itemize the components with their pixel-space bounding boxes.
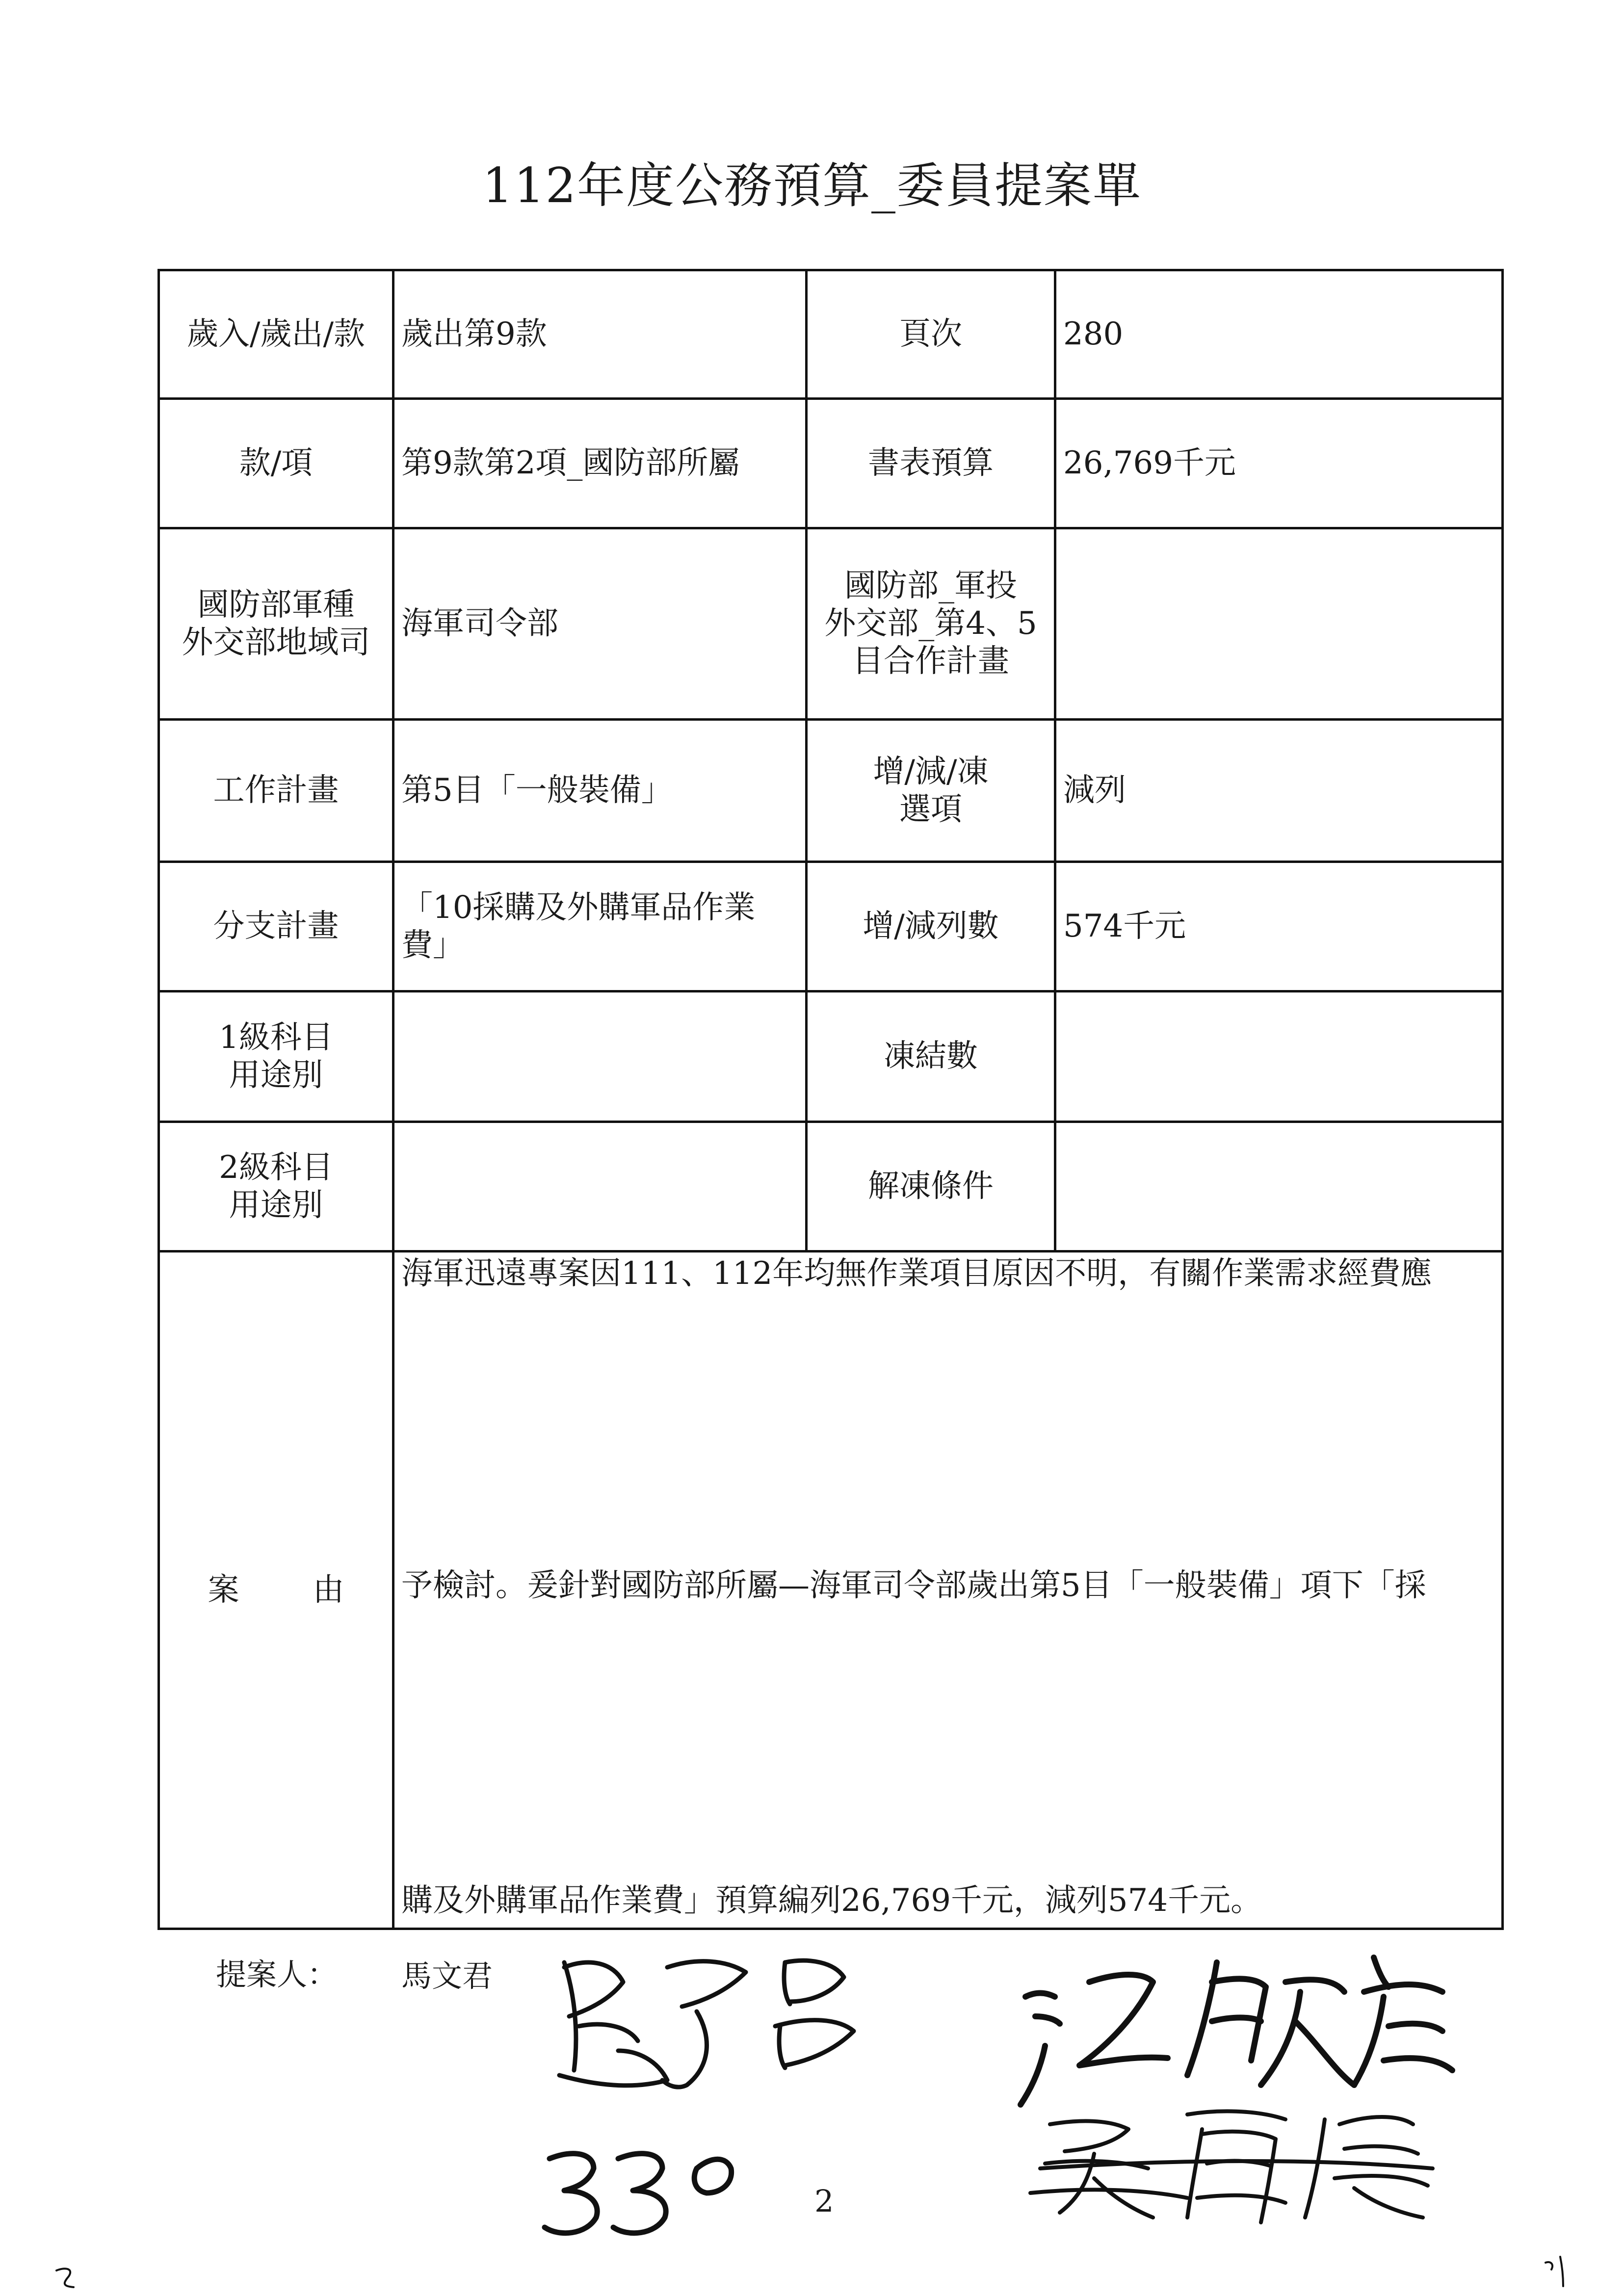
row-level2-subject xyxy=(159,1122,1503,1252)
value-adjust-option: 減列 xyxy=(1055,720,1503,862)
proposer-name: 馬文君 xyxy=(401,1958,493,1994)
label-revenue-expense: 歲入/歲出/款 xyxy=(159,270,393,399)
proposal-table xyxy=(157,269,1504,1930)
row-section-item xyxy=(159,399,1503,528)
handwritten-number xyxy=(545,2154,732,2233)
label-work-plan: 工作計畫 xyxy=(159,720,393,862)
proposer-label: 提案人： xyxy=(216,1957,338,1992)
label-adjust-option-line-2: 選項 xyxy=(899,791,962,828)
value-section-item: 第9款第2項_國防部所屬 xyxy=(393,399,807,528)
label-joint-plan-line-2: 外交部_第4、5 xyxy=(824,605,1037,642)
label-joint-plan xyxy=(807,528,1055,720)
value-sub-plan-line-1: 「10採購及外購軍品作業 xyxy=(401,889,756,926)
label-military-branch-line-2: 外交部地域司 xyxy=(182,624,370,661)
value-sub-plan-line-2: 費」 xyxy=(401,927,464,964)
reason-line-3: 購及外購軍品作業費」預算編列26,769千元，減列574千元。 xyxy=(401,1882,1262,1919)
label-adjust-amount: 增/減列數 xyxy=(807,862,1055,991)
value-sub-plan xyxy=(393,862,807,991)
row-reason xyxy=(159,1252,1503,1929)
value-unfreeze-condition xyxy=(1055,1122,1503,1252)
label-sub-plan: 分支計畫 xyxy=(159,862,393,991)
label-frozen-amount: 凍結數 xyxy=(807,991,1055,1122)
label-unfreeze-condition: 解凍條件 xyxy=(807,1122,1055,1252)
page-number: 2 xyxy=(814,2183,834,2219)
label-page: 頁次 xyxy=(807,270,1055,399)
row-sub-plan xyxy=(159,862,1503,991)
value-work-plan: 第5目「一般裝備」 xyxy=(393,720,807,862)
signature-3 xyxy=(1030,2111,1433,2222)
row-branch xyxy=(159,528,1503,720)
label-reason-char-1: 案 xyxy=(208,1571,239,1608)
label-section-item: 款/項 xyxy=(159,399,393,528)
value-budget: 26,769千元 xyxy=(1055,399,1503,528)
value-frozen-amount xyxy=(1055,991,1503,1122)
label-level1-subject xyxy=(159,991,393,1122)
label-reason xyxy=(159,1252,393,1929)
signature-1 xyxy=(559,1960,854,2087)
label-level2-subject xyxy=(159,1122,393,1252)
stray-mark-left xyxy=(56,2269,74,2287)
label-joint-plan-line-1: 國防部_軍投 xyxy=(844,568,1017,604)
value-level1-subject xyxy=(393,991,807,1122)
value-revenue-expense: 歲出第9款 xyxy=(393,270,807,399)
label-reason-char-2: 由 xyxy=(313,1571,344,1608)
label-military-branch-line-1: 國防部軍種 xyxy=(197,586,355,623)
label-budget: 書表預算 xyxy=(807,399,1055,528)
row-work-plan xyxy=(159,720,1503,862)
label-level1-subject-line-2: 用途別 xyxy=(229,1057,323,1094)
signature-2 xyxy=(1021,1957,1452,2105)
stray-mark-right xyxy=(1545,2257,1563,2286)
value-reason xyxy=(393,1252,1503,1929)
reason-line-2: 予檢討。爰針對國防部所屬—海軍司令部歲出第5目「一般裝備」項下「採 xyxy=(401,1567,1426,1604)
value-adjust-amount: 574千元 xyxy=(1055,862,1503,991)
label-level1-subject-line-1: 1級科目 xyxy=(219,1019,333,1056)
document-title: 112年度公務預算_委員提案單 xyxy=(482,158,1142,214)
label-adjust-option xyxy=(807,720,1055,862)
row-category xyxy=(159,270,1503,399)
row-level1-subject xyxy=(159,991,1503,1122)
label-joint-plan-line-3: 目合作計畫 xyxy=(852,643,1009,679)
label-level2-subject-line-1: 2級科目 xyxy=(219,1149,333,1186)
label-military-branch xyxy=(159,528,393,720)
reason-line-1: 海軍迅遠專案因111、112年均無作業項目原因不明，有關作業需求經費應 xyxy=(401,1255,1432,1292)
value-page: 280 xyxy=(1055,270,1503,399)
label-adjust-option-line-1: 增/減/凍 xyxy=(873,753,989,790)
value-joint-plan xyxy=(1055,528,1503,720)
value-level2-subject xyxy=(393,1122,807,1252)
value-military-branch: 海軍司令部 xyxy=(393,528,807,720)
label-level2-subject-line-2: 用途別 xyxy=(229,1187,323,1224)
